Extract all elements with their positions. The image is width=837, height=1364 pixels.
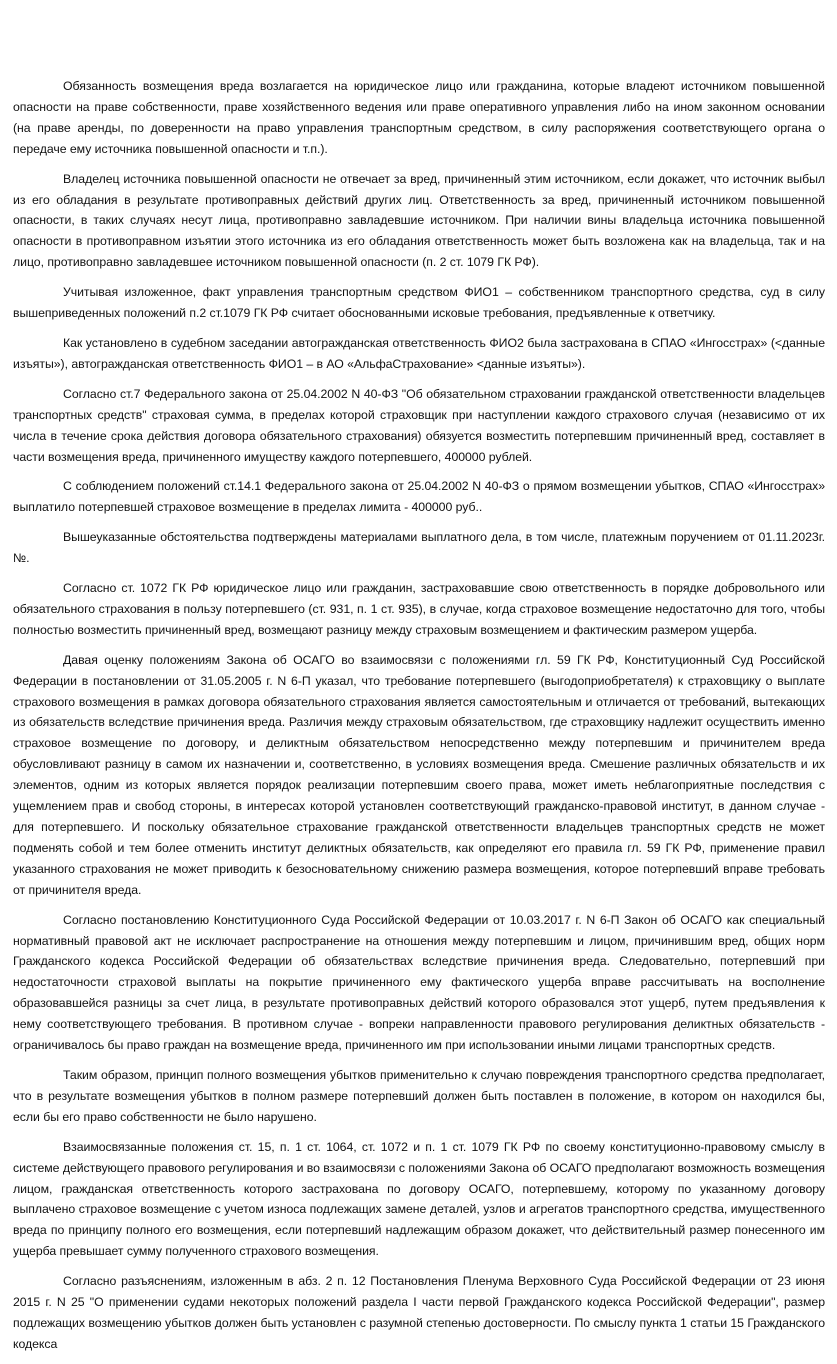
paragraph: Как установлено в судебном заседании автогражданская ответственность ФИО2 была застрахована в СПАО «Ингосстрах» (<данные изъяты»), автогражданская ответственность ФИО1 – в АО «АльфаСтрахование» <данные изъяты»). bbox=[13, 335, 825, 371]
document-body bbox=[13, 76, 825, 1364]
paragraph: Согласно ст.7 Федерального закона от 25.04.2002 N 40-ФЗ "Об обязательном страховании гражданской ответственности владельцев транспортных средств" страховая сумма, в пределах которой страховщик при наступлении каждого страхового случая (независимо от их числа в течение срока действия договора обязательного страхования) обязуется возместить потерпевшим причиненный вред, составляет в части возмещения вреда, причиненного имуществу каждого потерпевшего, 400000 рублей. bbox=[13, 386, 825, 464]
paragraph: Таким образом, принцип полного возмещения убытков применительно к случаю повреждения транспортного средства предполагает, что в результате возмещения убытков в полном размере потерпевший должен быть поставлен в положение, в котором он находился бы, если бы его право собственности не было нарушено. bbox=[13, 1067, 825, 1124]
paragraph: Согласно постановлению Конституционного Суда Российской Федерации от 10.03.2017 г. N 6-П Закон об ОСАГО как специальный нормативный правовой акт не исключает распространение на отношения между потерпевшим и лицом, причинившим вред, общих норм Гражданского кодекса Российской Федерации об обязательствах вследствие причинения вреда. Следовательно, потерпевший при недостаточности страховой выплаты на покрытие причиненного ему фактического ущерба вправе рассчитывать на восполнение образовавшейся разницы за счет лица, в результате противоправных действий которого образовался этот ущерб, путем предъявления к нему соответствующего требования. В противном случае - вопреки направленности правового регулирования деликтных обязательств - ограничивалось бы право граждан на возмещение вреда, причиненного им при использовании иными лицами транспортных средств. bbox=[13, 912, 825, 1053]
paragraph: Взаимосвязанные положения ст. 15, п. 1 ст. 1064, ст. 1072 и п. 1 ст. 1079 ГК РФ по своему конституционно-правовому смыслу в системе действующего правового регулирования и во взаимосвязи с положениями Закона об ОСАГО предполагают возможность возмещения лицом, гражданская ответственность которого застрахована по договору ОСАГО, потерпевшему, которому по указанному договору выплачено страховое возмещение с учетом износа подлежащих замене деталей, узлов и агрегатов транспортного средства, имущественного вреда по принципу полного его возмещения, если потерпевший надлежащим образом докажет, что действительный размер понесенного им ущерба превышает сумму полученного страхового возмещения. bbox=[13, 1139, 825, 1259]
paragraph: Вышеуказанные обстоятельства подтверждены материалами выплатного дела, в том числе, платежным поручением от 01.11.2023г. №. bbox=[13, 530, 825, 566]
paragraph: Обязанность возмещения вреда возлагается на юридическое лицо или гражданина, которые владеют источником повышенной опасности на праве собственности, праве хозяйственного ведения или праве оперативного управления либо на ином законном основании (на праве аренды, по доверенности на право управления транспортным средством, в силу распоряжения соответствующего органа о передаче ему источника повышенной опасности и т.п.). bbox=[13, 79, 825, 156]
paragraph: Согласно ст. 1072 ГК РФ юридическое лицо или гражданин, застраховавшие свою ответственность в порядке добровольного или обязательного страхования в пользу потерпевшего (ст. 931, п. 1 ст. 935), в случае, когда страховое возмещение недостаточно для того, чтобы полностью возместить причиненный вред, возмещают разницу между страховым возмещением и фактическим размером ущерба. bbox=[13, 581, 825, 637]
paragraph: С соблюдением положений ст.14.1 Федерального закона от 25.04.2002 N 40-ФЗ о прямом возмещении убытков, СПАО «Ингосстрах» выплатило потерпевшей страховое возмещение в пределах лимита - 400000 руб.. bbox=[13, 479, 825, 515]
paragraph: Давая оценку положениям Закона об ОСАГО во взаимосвязи с положениями гл. 59 ГК РФ, Конституционный Суд Российской Федерации в постановлении от 31.05.2005 г. N 6-П указал, что требование потерпевшего (выгодоприобретателя) к страховщику о выплате страхового возмещения в рамках договора обязательного страхования является самостоятельным и отличается от требований, вытекающих из обязательств вследствие причинения вреда. Различия между страховым обязательством, где страховщику надлежит осуществить именно страховое возмещение по договору, и деликтным обязательством непосредственно между потерпевшим и причинителем вреда обусловливают разницу в самом их назначении и, соответственно, в условиях возмещения вреда. Смешение различных обязательств и их элементов, одним из которых является порядок реализации потерпевшим своего права, может иметь неблагоприятные последствия с ущемлением прав и свобод стороны, в интересах которой установлен соответствующий гражданско-правовой институт, в данном случае - для потерпевшего. И поскольку обязательное страхование гражданской ответственности владельцев транспортных средств не может подменять собой и тем более отменить институт деликтных обязательств, как определяют его правила гл. 59 ГК РФ, применение правил указанного страхования не может приводить к безосновательному снижению размера возмещения, которое потерпевший вправе требовать от причинителя вреда. bbox=[13, 652, 825, 897]
paragraph: Согласно разъяснениям, изложенным в абз. 2 п. 12 Постановления Пленума Верховного Суда Российской Федерации от 23 июня 2015 г. N 25 "О применении судами некоторых положений раздела I части первой Гражданского кодекса Российской Федерации", размер подлежащих возмещению убытков должен быть установлен с разумной степенью достоверности. По смыслу пункта 1 статьи 15 Гражданского кодекса bbox=[13, 1274, 825, 1351]
paragraph: Владелец источника повышенной опасности не отвечает за вред, причиненный этим источником, если докажет, что источник выбыл из его обладания в результате противоправных действий других лиц. Ответственность за вред, причиненный источником повышенной опасности, в таких случаях несут лица, противоправно завладевшие источником. При наличии вины владельца источника повышенной опасности в противоправном изъятии этого источника из его обладания ответственность может быть возложена как на владельца, так и на лицо, противоправно завладевшее источником повышенной опасности (п. 2 ст. 1079 ГК РФ). bbox=[13, 171, 825, 270]
paragraph: Учитывая изложенное, факт управления транспортным средством ФИО1 – собственником транспортного средства, суд в силу вышеприведенных положений п.2 ст.1079 ГК РФ считает обоснованными исковые требования, предъявленные к ответчику. bbox=[13, 285, 825, 321]
